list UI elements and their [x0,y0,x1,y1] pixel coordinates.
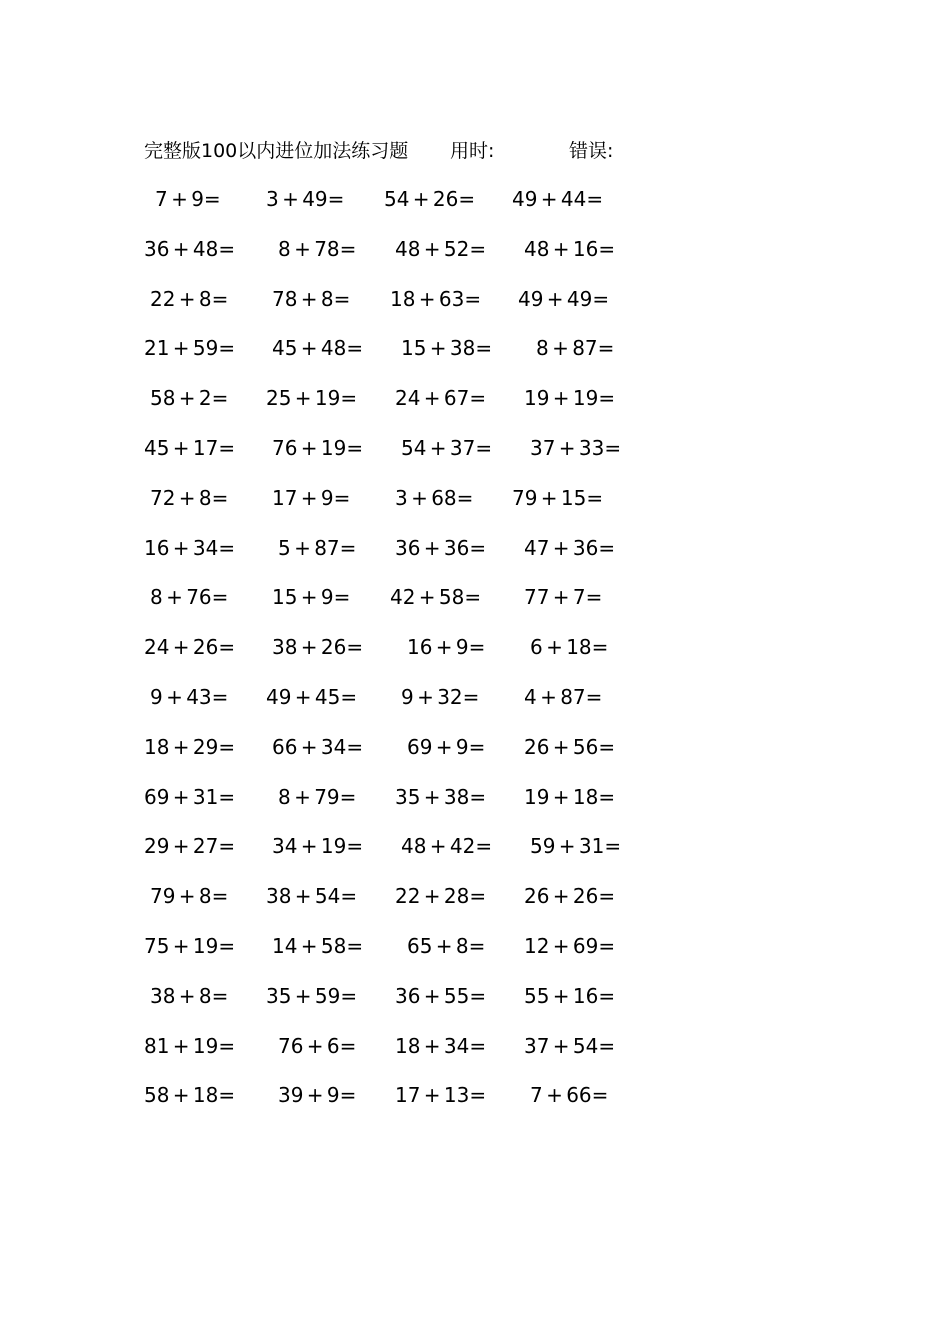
problem-row [0,234,950,284]
addition-problem: 16 + 9= [407,635,486,660]
problem-row [0,881,950,931]
addition-problem: 45 + 17= [144,435,236,460]
addition-problem: 49 + 49= [518,286,610,311]
problem-row [0,533,950,583]
addition-problem: 9 + 32= [401,684,480,709]
addition-problem: 25 + 19= [266,386,358,411]
addition-problem: 45 + 48= [272,336,364,361]
addition-problem: 65 + 8= [407,933,486,958]
addition-problem: 3 + 49= [266,187,345,211]
addition-problem: 22 + 8= [150,286,229,311]
problem-row [0,931,950,981]
addition-problem: 47 + 36= [524,535,616,560]
problem-row [0,682,950,732]
problem-row [0,433,950,483]
addition-problem: 18 + 29= [144,734,236,759]
addition-problem: 21 + 59= [144,336,236,361]
problem-row [0,184,950,234]
problem-row [0,732,950,782]
addition-problem: 79 + 15= [512,485,604,510]
addition-problem: 19 + 19= [524,386,616,411]
addition-problem: 26 + 56= [524,734,616,759]
addition-problem: 15 + 9= [272,585,351,610]
addition-problem: 69 + 31= [144,784,236,809]
addition-problem: 38 + 8= [150,983,229,1008]
addition-problem: 48 + 16= [524,236,616,261]
addition-problem: 4 + 87= [524,684,603,709]
addition-problem: 7 + 9= [155,187,221,211]
addition-problem: 75 + 19= [144,933,236,958]
addition-problem: 35 + 59= [266,983,358,1008]
addition-problem: 26 + 26= [524,884,616,909]
addition-problem: 18 + 63= [390,286,482,311]
time-used-label: 用时: [450,140,495,162]
addition-problem: 8 + 87= [536,336,615,361]
addition-problem: 55 + 16= [524,983,616,1008]
addition-problem: 3 + 68= [395,485,474,510]
addition-problem: 5 + 87= [278,535,357,560]
addition-problem: 24 + 67= [395,386,487,411]
addition-problem: 66 + 34= [272,734,364,759]
error-count-label: 错误: [569,140,614,162]
problem-row [0,782,950,832]
addition-problem: 49 + 44= [512,187,604,211]
addition-problem: 79 + 8= [150,884,229,909]
worksheet-title: 完整版100以内进位加法练习题 [144,140,409,162]
addition-problem: 8 + 78= [278,236,357,261]
problem-row [0,1080,950,1130]
addition-problem: 49 + 45= [266,684,358,709]
addition-problem: 12 + 69= [524,933,616,958]
addition-problem: 39 + 9= [278,1083,357,1108]
addition-problem: 17 + 9= [272,485,351,510]
addition-problem: 34 + 19= [272,834,364,859]
addition-problem: 36 + 36= [395,535,487,560]
addition-problem: 35 + 38= [395,784,487,809]
addition-problem: 69 + 9= [407,734,486,759]
addition-problem: 18 + 34= [395,1033,487,1058]
addition-problem: 8 + 79= [278,784,357,809]
problem-row [0,483,950,533]
addition-problem: 9 + 43= [150,684,229,709]
addition-problem: 19 + 18= [524,784,616,809]
addition-problem: 76 + 6= [278,1033,357,1058]
addition-problem: 72 + 8= [150,485,229,510]
addition-problem: 17 + 13= [395,1083,487,1108]
problem-row [0,333,950,383]
problem-row [0,284,950,334]
addition-problem: 37 + 54= [524,1033,616,1058]
problem-row [0,981,950,1031]
problem-grid [0,184,950,1130]
addition-problem: 8 + 76= [150,585,229,610]
addition-problem: 22 + 28= [395,884,487,909]
addition-problem: 38 + 54= [266,884,358,909]
addition-problem: 36 + 48= [144,236,236,261]
addition-problem: 29 + 27= [144,834,236,859]
addition-problem: 76 + 19= [272,435,364,460]
addition-problem: 81 + 19= [144,1033,236,1058]
addition-problem: 77 + 7= [524,585,603,610]
addition-problem: 6 + 18= [530,635,609,660]
addition-problem: 7 + 66= [530,1083,609,1108]
addition-problem: 78 + 8= [272,286,351,311]
addition-problem: 58 + 2= [150,386,229,411]
addition-problem: 58 + 18= [144,1083,236,1108]
addition-problem: 48 + 52= [395,236,487,261]
addition-problem: 54 + 37= [401,435,493,460]
addition-problem: 15 + 38= [401,336,493,361]
addition-problem: 38 + 26= [272,635,364,660]
addition-problem: 48 + 42= [401,834,493,859]
addition-problem: 42 + 58= [390,585,482,610]
problem-row [0,383,950,433]
problem-row [0,632,950,682]
problem-row [0,831,950,881]
addition-problem: 14 + 58= [272,933,364,958]
addition-problem: 59 + 31= [530,834,622,859]
addition-problem: 24 + 26= [144,635,236,660]
addition-problem: 36 + 55= [395,983,487,1008]
addition-problem: 54 + 26= [384,187,476,211]
addition-problem: 16 + 34= [144,535,236,560]
addition-problem: 37 + 33= [530,435,622,460]
problem-row [0,1031,950,1081]
problem-row [0,582,950,632]
